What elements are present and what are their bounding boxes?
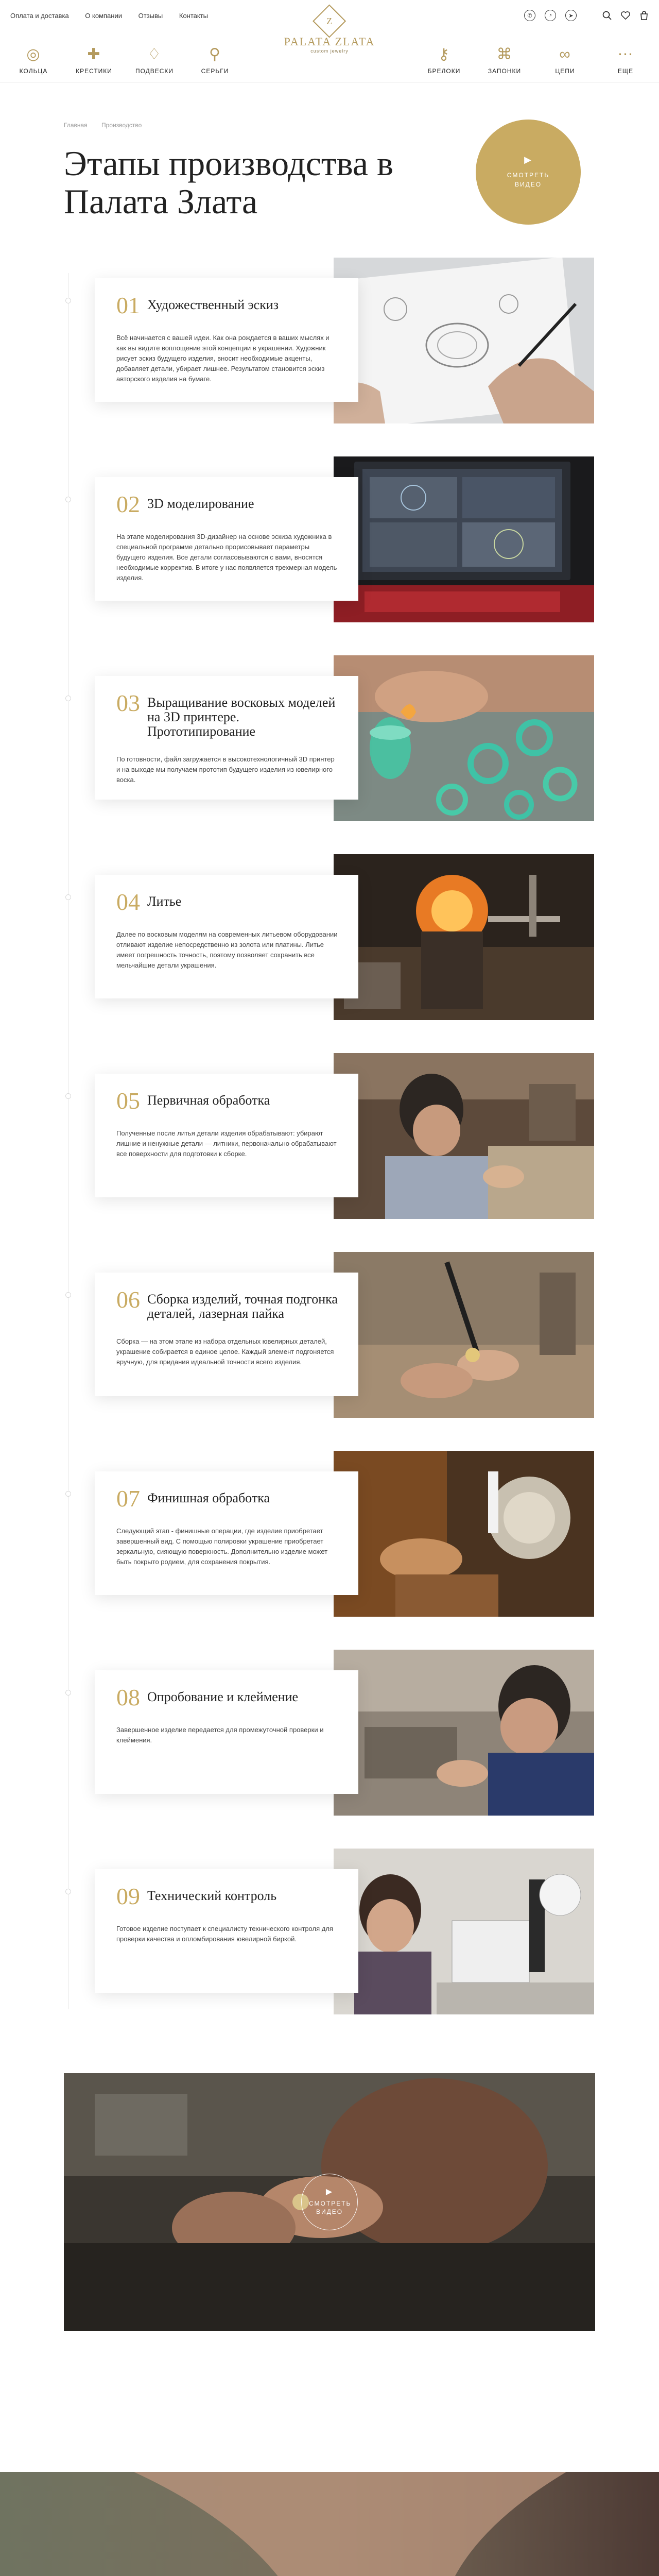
page-title: Этапы производства в Палата Злата [64,144,394,221]
stage-photo-quality-control [334,1849,594,2014]
link-about[interactable]: О компании [85,11,122,20]
stage-title: Литье [147,894,182,909]
category-pendants[interactable] [131,47,178,75]
stage-number: 04 [116,889,140,915]
top-actions [524,10,649,21]
stage-07 [0,1451,659,1650]
stage-number: 09 [116,1883,140,1909]
earrings-icon: ⚲ [209,46,221,63]
link-contacts[interactable]: Контакты [179,11,209,20]
logo-tagline: custom jewelry [310,48,349,54]
stage-06 [0,1252,659,1451]
sketch-calculation-banner [0,2472,659,2576]
stage-title: Выращивание восковых моделей на 3D принтере. Прототипирование [147,695,336,739]
stage-photo-primary-processing [334,1053,594,1219]
stage-number: 03 [116,690,140,716]
keychain-icon: ⚷ [438,46,450,63]
stage-title: Первичная обработка [147,1093,270,1108]
brand-logo[interactable] [284,9,375,54]
search-icon[interactable] [602,11,612,20]
category-crosses[interactable] [71,47,117,75]
category-label: ЕЩЕ [617,67,634,75]
link-reviews[interactable]: Отзывы [138,11,163,20]
logo-name: PALATA ZLATA [284,35,375,48]
stage-card [95,477,358,601]
category-label: ЗАПОНКИ [488,67,522,75]
timeline-dot [65,894,71,900]
pendant-icon: ♢ [147,46,162,63]
stage-photo-assembly [334,1252,594,1418]
stage-photo-3d-modeling [334,456,594,622]
category-label: ПОДВЕСКИ [135,67,174,75]
stage-number: 02 [116,491,140,517]
category-label: БРЕЛОКИ [427,67,461,75]
page-head [0,129,659,258]
category-more[interactable] [602,47,649,75]
stage-title: Художественный эскиз [147,297,279,312]
stage-title: Опробование и клеймение [147,1689,299,1704]
stage-card [95,278,358,402]
cross-icon: ✚ [87,46,101,63]
breadcrumb-current[interactable]: Производство [101,122,142,129]
site-header [0,0,659,82]
category-label: ЦЕПИ [555,67,575,75]
stage-number: 07 [116,1485,140,1512]
category-label: СЕРЬГИ [201,67,229,75]
stage-text: Сборка — на этом этапе из набора отдельных ювелирных деталей, украшение собирается в единое целое. Каждый элемент подгоняется вручную, для придания идеальной точности всего изделия. [116,1337,334,1366]
stage-photo-sketch [334,258,594,423]
stage-text: Завершенное изделие передается для промежуточной проверки и клеймения. [116,1726,324,1744]
stage-title: Технический контроль [147,1888,277,1903]
play-icon: ▶ [325,2188,334,2196]
category-cufflinks[interactable] [481,47,528,75]
stage-text: Следующий этап - финишные операции, где изделие приобретает завершенный вид. С помощью полировки украшение приобретает зеркальную, сияющую поверхность. Дополнительно изделие может быть покрыто родием, для сохранения покрытия. [116,1527,328,1566]
stage-card [95,1074,358,1197]
timeline-dot [65,1889,71,1894]
heart-icon[interactable] [621,11,630,20]
stage-card [95,1869,358,1993]
category-chains[interactable] [542,47,588,75]
stage-text: Далее по восковым моделям на современных литьевом оборудовании отливают изделие непосредственно из золота или платины. Литье имеет погрешность точность, поэтому позволяет сохранить все мельчайшие детали украшения. [116,930,338,969]
stage-card [95,1471,358,1595]
stage-number: 06 [116,1286,140,1313]
breadcrumb [0,82,659,129]
stage-photo-assay-marking [334,1650,594,1816]
stage-text: На этапе моделирования 3D-дизайнер на основе эскиза художника в специальной программе детально прорисовывает параметры будущего изделия. Все детали согласовываются с вами, вносятся необходимые корректив. В итоге у нас появляется трехмерная модель изделия. [116,533,337,582]
cufflinks-icon: ⌘ [496,46,513,63]
video-label: СМОТРЕТЬ ВИДЕО [309,2200,352,2215]
more-icon: ⋯ [617,46,634,63]
stage-number: 08 [116,1684,140,1710]
ring-icon: ◎ [26,46,41,63]
stage-card [95,676,358,800]
timeline-dot [65,1690,71,1696]
watch-video-label: СМОТРЕТЬ ВИДЕО [507,172,550,188]
category-label: КРЕСТИКИ [76,67,112,75]
link-payment-delivery[interactable]: Оплата и доставка [10,11,69,20]
production-stages [0,258,659,2047]
timeline-dot [65,1491,71,1497]
phone-icon[interactable]: ✆ [524,10,535,21]
stage-card [95,1273,358,1396]
breadcrumb-home[interactable]: Главная [64,122,88,129]
timeline-dot [65,696,71,701]
stage-05 [0,1053,659,1252]
stage-text: По готовности, файл загружается в высокотехнологичный 3D принтер и на выходе мы получаем прототип будущего изделия из ювелирного воска. [116,755,335,784]
chain-icon: ∞ [559,46,571,63]
stage-03 [0,655,659,854]
category-label: КОЛЬЦА [19,67,48,75]
stage-card [95,1670,358,1794]
play-icon: ▶ [524,155,532,165]
production-video[interactable] [64,2073,595,2331]
stage-title: Финишная обработка [147,1490,270,1505]
stage-number: 01 [116,292,140,318]
logo-mark-icon: Z [313,4,346,38]
cart-icon[interactable] [639,11,649,20]
top-links [10,12,222,20]
category-rings[interactable] [10,47,57,75]
whatsapp-icon[interactable]: ◔ [545,10,556,21]
stage-01 [0,258,659,456]
stage-text: Готовое изделие поступает к специалисту технического контроля для проверки качества и опломбирования ювелирной биркой. [116,1925,333,1943]
category-earrings[interactable] [192,47,238,75]
stage-09 [0,1849,659,2047]
timeline-dot [65,497,71,502]
stage-title: 3D моделирование [147,496,254,511]
play-video-button[interactable] [301,2174,358,2230]
timeline-dot [65,298,71,303]
telegram-icon[interactable]: ➤ [565,10,577,21]
stage-title: Сборка изделий, точная подгонка деталей, лазерная пайка [147,1292,338,1321]
stage-text: Всё начинается с вашей идеи. Как она рождается в ваших мыслях и как вы видите воплощение этой концепции в украшении. Художник рисует эскиз будущего изделия, вносит необходимые акценты, добавляет детали, убирает лишнее. Результатом становится эскиз авторского изделия на бумаге. [116,334,330,383]
stage-number: 05 [116,1088,140,1114]
stage-photo-casting [334,854,594,1020]
timeline-dot [65,1093,71,1099]
stage-04 [0,854,659,1053]
stage-photo-finishing [334,1451,594,1617]
stage-02 [0,456,659,655]
category-keychains[interactable] [421,47,467,75]
watch-video-button[interactable] [476,120,581,225]
stage-08 [0,1650,659,1849]
timeline-dot [65,1292,71,1298]
stage-text: Полученные после литья детали изделия обрабатывают: убирают лишние и ненужные детали — литники, первоначально обрабатывают все поверхности для подготовки к сборке. [116,1129,337,1158]
stage-photo-wax-models [334,655,594,821]
stage-card [95,875,358,998]
